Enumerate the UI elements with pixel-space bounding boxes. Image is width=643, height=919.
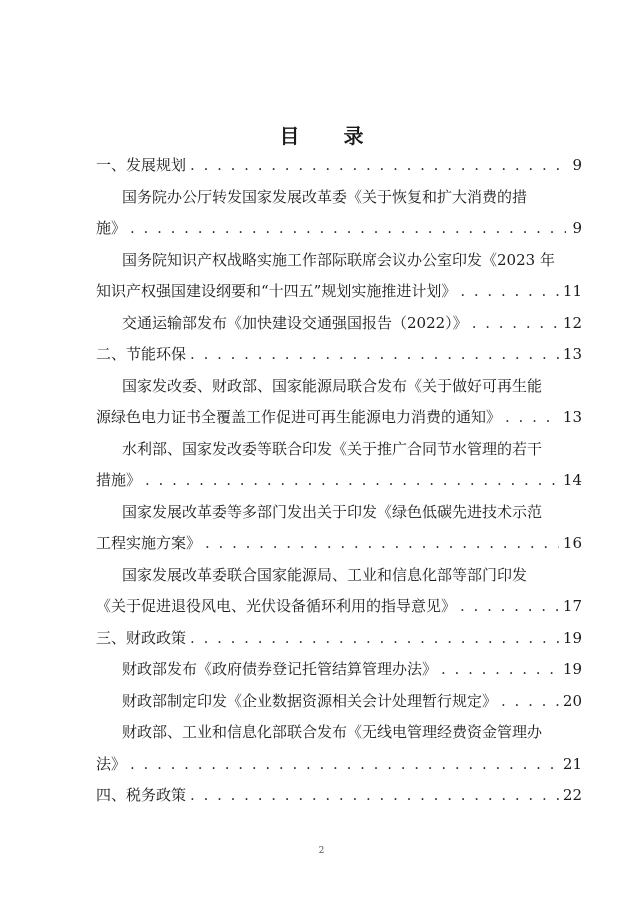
entry-title: 财政政策 (126, 628, 187, 647)
section-number: 四、 (96, 786, 127, 804)
entry-title: 知识产权强国建设纲要和“十四五”规划实施推进计划》 (96, 282, 457, 300)
entry-title: 施》 (96, 219, 127, 237)
toc-item-entry[interactable] (96, 749, 582, 781)
entry-title: 法》 (96, 754, 127, 773)
dot-leader (501, 686, 559, 718)
entry-title: 国家发展改革委等多部门发出关于印发《绿色低碳先进技术示范 (122, 502, 543, 521)
entry-title: 水利部、国家发改委等联合印发《关于推广合同节水管理的若干 (122, 439, 543, 458)
page-number: 13 (562, 345, 582, 363)
entry-title: 财政部制定印发《企业数据资源相关会计处理暂行规定》 (122, 691, 498, 710)
entry-title: 工程实施方案》 (96, 534, 202, 552)
dot-leader (441, 654, 559, 686)
toc-item-entry[interactable] (96, 434, 582, 466)
toc-section-entry[interactable] (96, 780, 582, 812)
toc-title (0, 120, 643, 149)
dot-leader (130, 749, 559, 781)
dot-leader (460, 591, 559, 623)
toc-section-entry[interactable] (96, 150, 582, 182)
toc-section-entry[interactable] (96, 623, 582, 655)
entry-title: 发展规划 (126, 156, 187, 174)
section-number: 三、 (96, 628, 127, 647)
page-number: 13 (562, 408, 582, 426)
dot-leader (190, 780, 559, 812)
toc-item-entry[interactable] (96, 560, 582, 592)
dot-leader (190, 339, 559, 371)
toc-item-entry[interactable] (96, 497, 582, 529)
toc-title-right: 录 (343, 124, 364, 148)
entry-title: 税务政策 (126, 786, 187, 804)
toc-item-entry[interactable] (96, 182, 582, 214)
dot-leader (205, 528, 559, 560)
page-number: 19 (562, 660, 582, 678)
toc-item-entry[interactable] (96, 465, 582, 497)
dot-leader (190, 623, 559, 655)
entry-title: 《关于促进退役风电、光伏设备循环利用的指导意见》 (96, 597, 457, 615)
toc-item-entry[interactable] (96, 308, 582, 340)
toc-item-entry[interactable] (96, 402, 582, 434)
dot-leader (460, 276, 559, 308)
page-number: 21 (562, 754, 582, 773)
page-number-footer: 2 (318, 846, 325, 856)
page-number: 9 (572, 219, 582, 237)
toc-item-entry[interactable] (96, 717, 582, 749)
toc-item-entry[interactable] (96, 213, 582, 245)
entry-title: 国家发展改革委联合国家能源局、工业和信息化部等部门印发 (122, 565, 528, 584)
table-of-contents (96, 150, 582, 812)
page-number: 20 (562, 691, 582, 710)
entry-title: 国务院办公厅转发国家发展改革委《关于恢复和扩大消费的措 (122, 187, 528, 206)
entry-title: 国务院知识产权战略实施工作部际联席会议办公室印发《2023 年 (122, 250, 555, 269)
page-number: 19 (562, 628, 582, 647)
page-number: 11 (562, 282, 582, 300)
toc-item-entry[interactable] (96, 371, 582, 403)
entry-title: 源绿色电力证书全覆盖工作促进可再生能源电力消费的通知》 (96, 408, 502, 426)
page-number: 12 (562, 313, 582, 332)
toc-item-entry[interactable] (96, 686, 582, 718)
page-number: 9 (572, 156, 582, 174)
entry-title: 财政部发布《政府债券登记托管结算管理办法》 (122, 660, 438, 678)
entry-title: 交通运输部发布《加快建设交通强国报告（2022）》 (122, 313, 468, 332)
page-number: 17 (562, 597, 582, 615)
toc-item-entry[interactable] (96, 245, 582, 277)
dot-leader (145, 465, 559, 497)
dot-leader (190, 150, 566, 182)
toc-section-entry[interactable] (96, 339, 582, 371)
toc-item-entry[interactable] (96, 528, 582, 560)
entry-title: 国家发改委、财政部、国家能源局联合发布《关于做好可再生能 (122, 376, 543, 395)
toc-title-left: 目 (279, 124, 300, 148)
entry-title: 财政部、工业和信息化部联合发布《无线电管理经费资金管理办 (122, 723, 543, 741)
section-number: 二、 (96, 345, 127, 363)
entry-title: 节能环保 (126, 345, 187, 363)
dot-leader (130, 213, 566, 245)
toc-item-entry[interactable] (96, 591, 582, 623)
page-number: 16 (562, 534, 582, 552)
page-number: 22 (562, 786, 582, 804)
toc-item-entry[interactable] (96, 276, 582, 308)
toc-item-entry[interactable] (96, 654, 582, 686)
page-number: 14 (562, 471, 582, 489)
section-number: 一、 (96, 156, 127, 174)
dot-leader (505, 402, 559, 434)
entry-title: 措施》 (96, 471, 142, 489)
dot-leader (472, 308, 559, 340)
